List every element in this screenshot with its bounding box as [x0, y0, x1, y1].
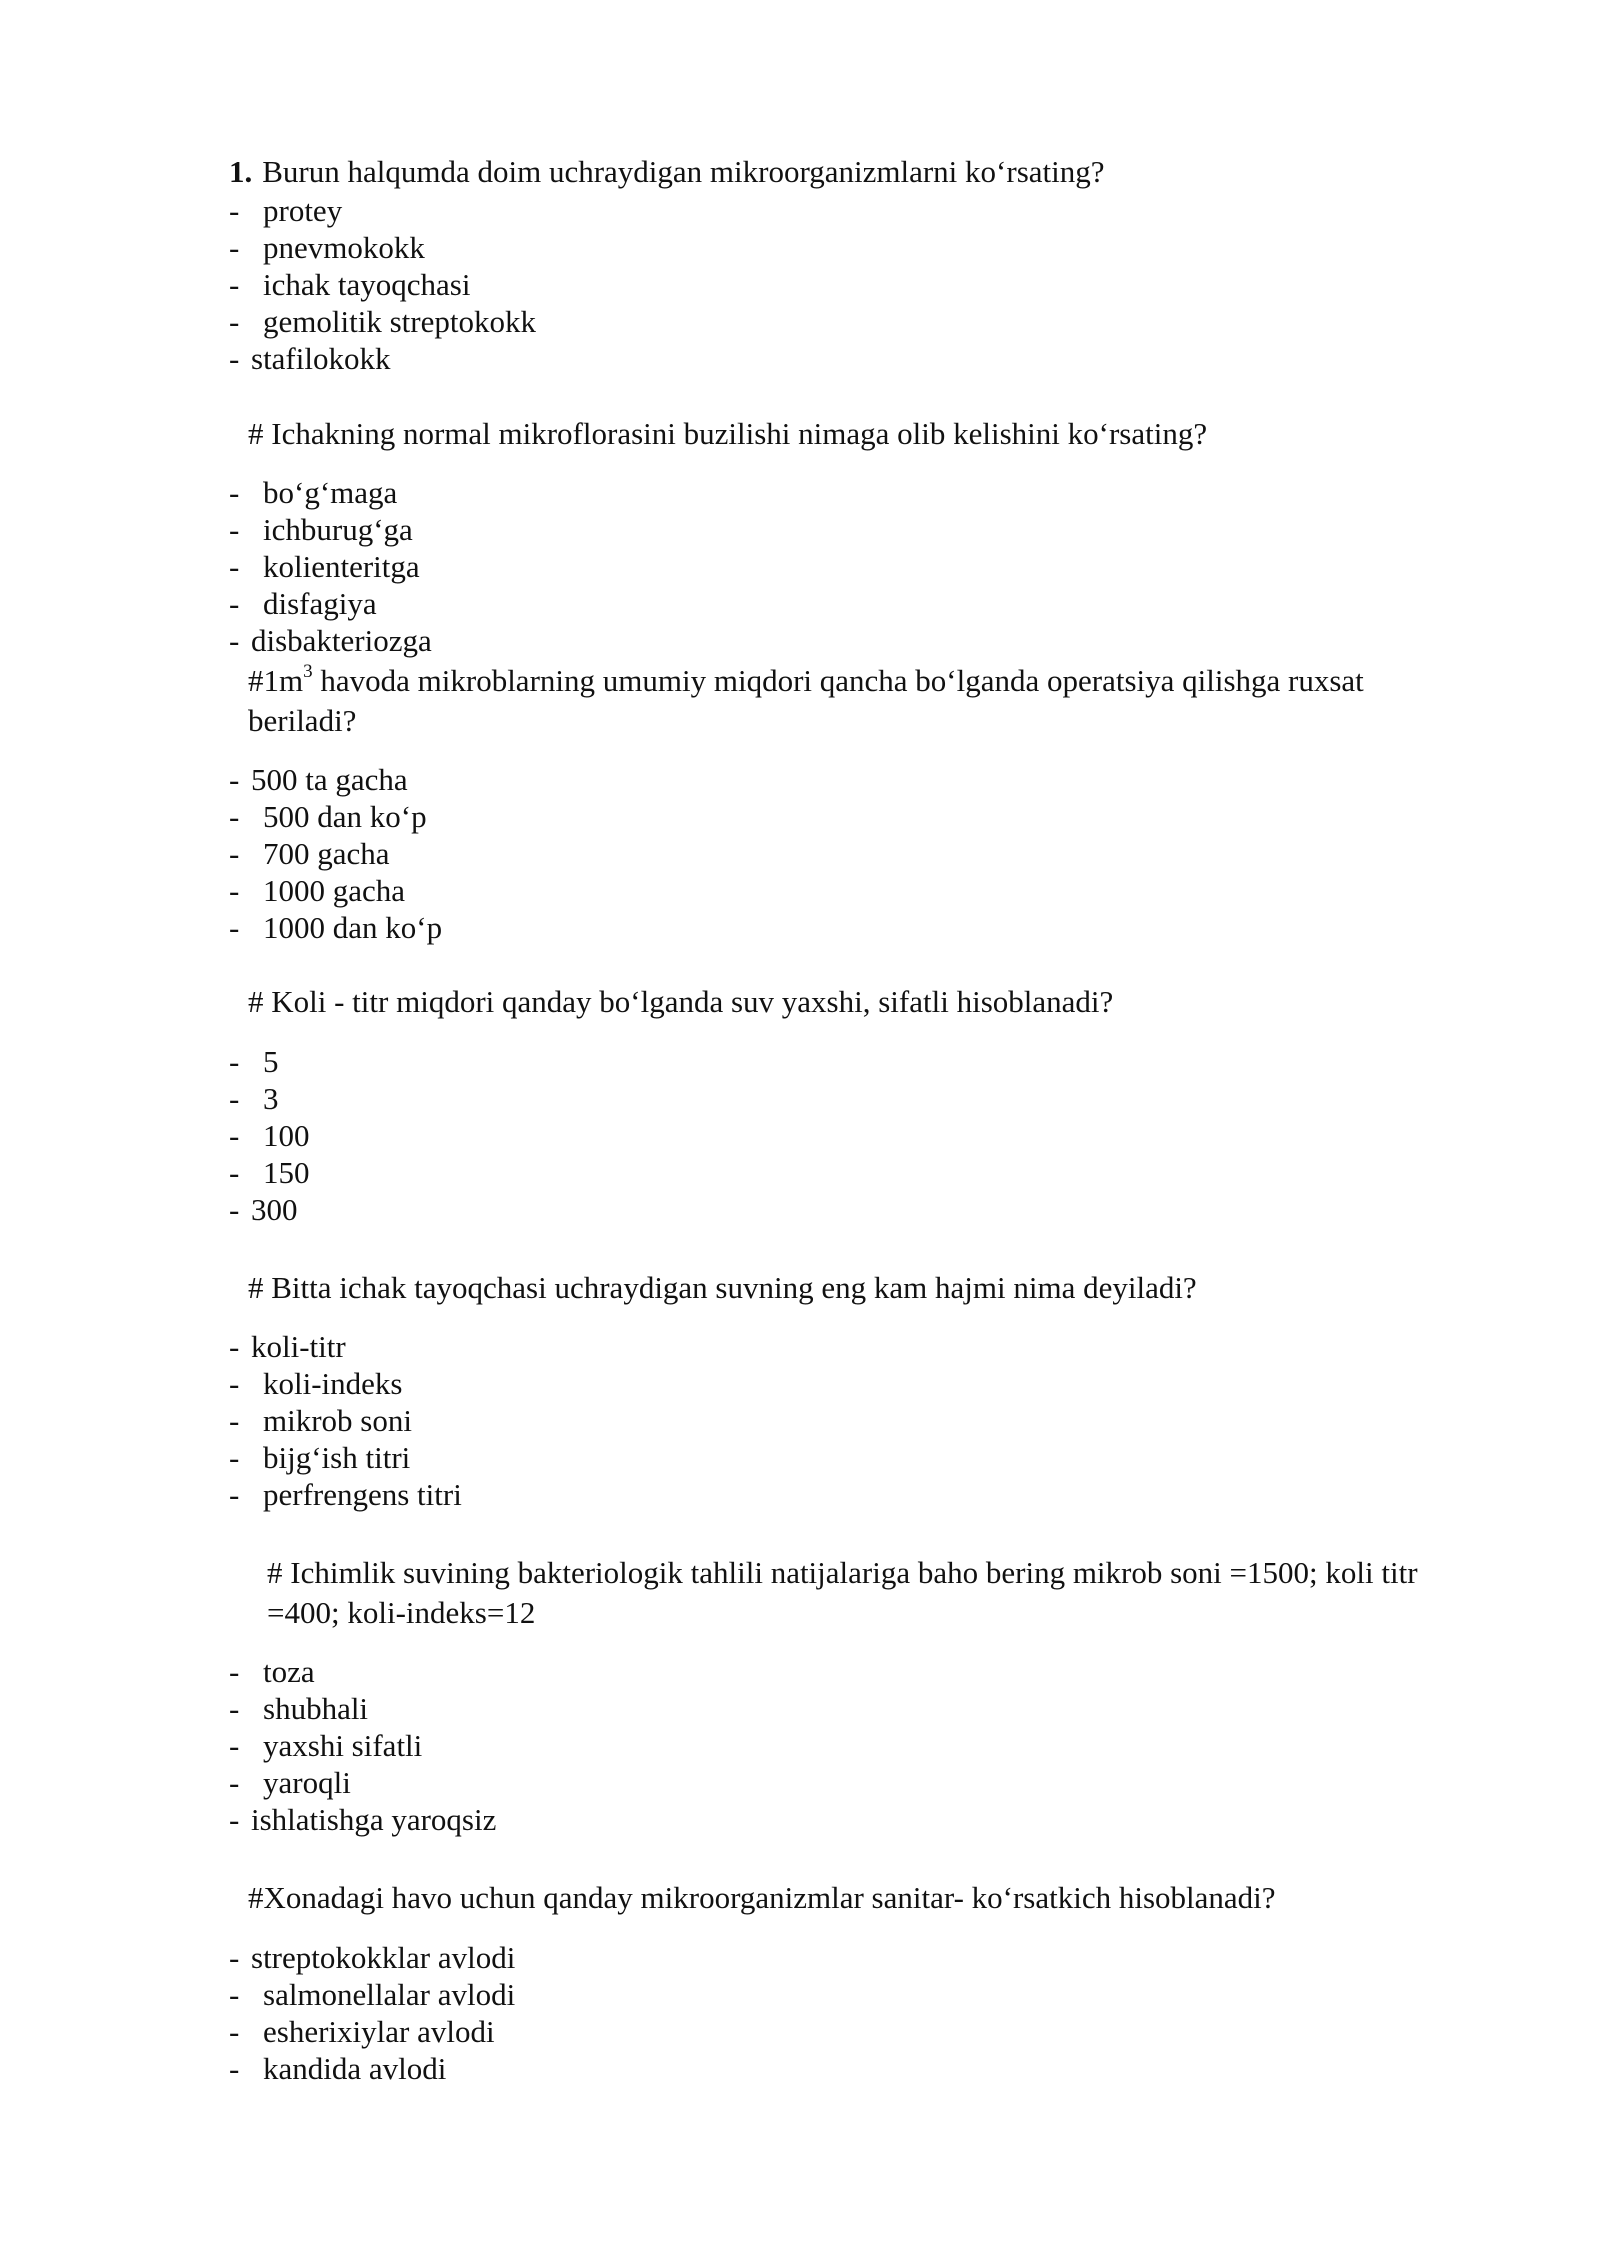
option-item: - esherixiylar avlodi [229, 2014, 495, 2049]
question-3-continued: beriladi? [248, 703, 357, 738]
option-item: - 3 [229, 1081, 279, 1116]
question-text: #Xonadagi havo uchun qanday mikroorganizmlar sanitar- ko‘rsatkich hisoblanadi? [248, 1880, 1276, 1915]
option-item: - shubhali [229, 1691, 369, 1726]
option-item: - streptokokklar avlodi [229, 1940, 516, 1975]
question-number: 1. [229, 154, 253, 189]
option-item: - pnevmokokk [229, 230, 425, 265]
options-list-1 [229, 192, 536, 377]
option-item: - yaxshi sifatli [229, 1728, 423, 1763]
options-list-3 [229, 761, 442, 946]
question-7 [248, 1878, 1276, 1918]
question-text: Burun halqumda doim uchraydigan mikroorganizmlarni ko‘rsating? [262, 154, 1105, 189]
question-text: # Koli - titr miqdori qanday bo‘lganda suv yaxshi, sifatli hisoblanadi? [248, 984, 1114, 1019]
question-text: # Ichakning normal mikroflorasini buzilishi nimaga olib kelishini ko‘rsating? [248, 416, 1208, 451]
option-item: - disfagiya [229, 586, 377, 621]
question-6: # Ichimlik suvining bakteriologik tahlili natijalariga baho bering mikrob soni =1500; koli titr [267, 1555, 1418, 1590]
option-item: - 700 gacha [229, 836, 390, 871]
option-item: - 1000 gacha [229, 873, 406, 908]
options-list-7 [229, 1939, 515, 2087]
option-item: - ichburug‘ga [229, 512, 413, 547]
options-list-2 [229, 474, 432, 659]
question-3: $\#1m^3$ havoda mikroblarning umumiy miqdori qancha bo‘lganda operatsiya qilishga ruxsat [248, 661, 1364, 698]
option-item: - ishlatishga yaroqsiz [229, 1802, 497, 1837]
option-item: - perfrengens titri [229, 1477, 462, 1512]
option-item: - gemolitik streptokokk [229, 304, 536, 339]
option-item: - 150 [229, 1155, 310, 1190]
options-list-5 [229, 1328, 462, 1513]
option-item: - kolienteritga [229, 549, 420, 584]
question-2 [248, 414, 1207, 454]
option-item: - 100 [229, 1118, 310, 1153]
option-item: - protey [229, 193, 343, 228]
option-item: - 300 [229, 1192, 298, 1227]
question-5 [248, 1268, 1197, 1308]
option-item: - 1000 dan ko‘p [229, 910, 443, 945]
options-list-6 [229, 1653, 496, 1838]
option-item: - 5 [229, 1044, 279, 1079]
option-item: - 500 ta gacha [229, 762, 408, 797]
options-list-4 [229, 1043, 310, 1228]
option-item: - koli-titr [229, 1329, 346, 1364]
option-item: - 500 dan ko‘p [229, 799, 427, 834]
option-item: - ichak tayoqchasi [229, 267, 471, 302]
option-item: - bo‘g‘maga [229, 475, 398, 510]
question-text: # Bitta ichak tayoqchasi uchraydigan suvning eng kam hajmi nima deyiladi? [248, 1270, 1197, 1305]
option-item: - koli-indeks [229, 1366, 403, 1401]
option-item: - disbakteriozga [229, 623, 432, 658]
option-item: - salmonellalar avlodi [229, 1977, 516, 2012]
option-item: - yaroqli [229, 1765, 351, 1800]
option-item: - toza [229, 1654, 315, 1689]
option-item: - mikrob soni [229, 1403, 412, 1438]
option-item: - stafilokokk [229, 341, 391, 376]
question-1 [229, 152, 1105, 192]
option-item: - bijg‘ish titri [229, 1440, 411, 1475]
question-4 [248, 982, 1113, 1022]
option-item: - kandida avlodi [229, 2051, 447, 2086]
question-6-continued: =400; koli-indeks=12 [267, 1595, 536, 1630]
